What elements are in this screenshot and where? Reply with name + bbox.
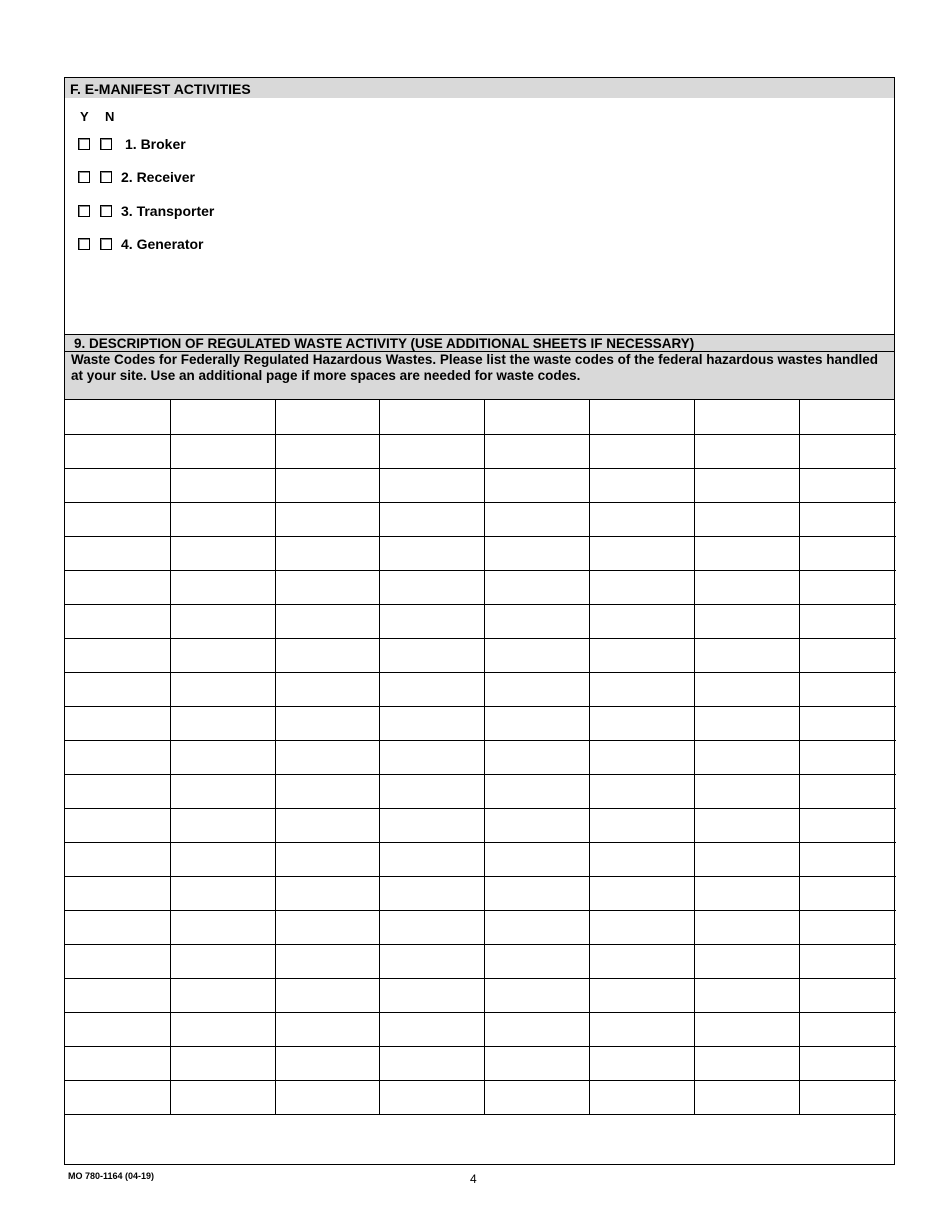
waste-code-cell[interactable] [275,978,379,1012]
yes-column-label: Y [80,109,89,124]
waste-code-cell[interactable] [484,536,589,570]
waste-code-cell[interactable] [484,570,589,604]
waste-code-row [65,468,896,502]
waste-code-cell[interactable] [799,434,896,468]
waste-code-cell[interactable] [170,536,275,570]
waste-codes-grid [65,400,896,1115]
waste-code-cell[interactable] [170,1046,275,1080]
waste-code-cell[interactable] [65,672,170,706]
transporter-row [78,203,214,219]
waste-code-cell[interactable] [275,672,379,706]
waste-code-row [65,604,896,638]
waste-code-cell[interactable] [589,1046,694,1080]
receiver-row [78,169,195,185]
waste-code-cell[interactable] [379,1012,484,1046]
waste-code-row [65,434,896,468]
waste-code-cell[interactable] [275,944,379,978]
waste-code-cell[interactable] [65,1046,170,1080]
waste-code-cell[interactable] [799,706,896,740]
waste-code-cell[interactable] [694,740,799,774]
waste-code-cell[interactable] [379,434,484,468]
waste-code-cell[interactable] [170,570,275,604]
waste-code-cell[interactable] [170,502,275,536]
waste-code-cell[interactable] [379,910,484,944]
waste-code-cell[interactable] [799,740,896,774]
generator-yes-checkbox[interactable] [78,238,90,250]
waste-code-cell[interactable] [484,400,589,434]
waste-code-row [65,1080,896,1114]
waste-code-cell[interactable] [799,774,896,808]
waste-code-cell[interactable] [379,672,484,706]
waste-code-cell[interactable] [65,1080,170,1114]
waste-code-cell[interactable] [694,910,799,944]
waste-code-cell[interactable] [799,638,896,672]
waste-code-cell[interactable] [484,944,589,978]
waste-code-cell[interactable] [379,876,484,910]
waste-code-cell[interactable] [170,1012,275,1046]
waste-code-cell[interactable] [589,910,694,944]
waste-code-cell[interactable] [170,808,275,842]
waste-code-row [65,706,896,740]
form-number: MO 780-1164 (04-19) [68,1171,155,1181]
waste-code-cell[interactable] [484,1012,589,1046]
waste-code-cell[interactable] [589,808,694,842]
section-f-header: F. E-MANIFEST ACTIVITIES [65,78,894,98]
section-9-header-block [65,334,894,400]
waste-code-cell[interactable] [799,570,896,604]
waste-code-row [65,808,896,842]
waste-code-cell[interactable] [484,978,589,1012]
waste-code-cell[interactable] [170,944,275,978]
waste-code-cell[interactable] [170,876,275,910]
waste-code-cell[interactable] [694,536,799,570]
waste-code-cell[interactable] [694,400,799,434]
waste-code-cell[interactable] [694,1046,799,1080]
waste-code-cell[interactable] [484,672,589,706]
waste-code-cell[interactable] [275,706,379,740]
waste-code-cell[interactable] [799,502,896,536]
waste-code-cell[interactable] [589,978,694,1012]
waste-code-cell[interactable] [379,808,484,842]
broker-row [78,136,186,152]
waste-code-cell[interactable] [589,570,694,604]
waste-code-row [65,774,896,808]
waste-code-cell[interactable] [275,502,379,536]
waste-code-cell[interactable] [694,1012,799,1046]
waste-code-cell[interactable] [799,876,896,910]
waste-code-cell[interactable] [589,672,694,706]
waste-code-cell[interactable] [379,638,484,672]
broker-label: 1. Broker [125,136,186,152]
waste-code-cell[interactable] [589,468,694,502]
waste-code-cell[interactable] [484,502,589,536]
waste-code-cell[interactable] [589,638,694,672]
waste-code-cell[interactable] [799,536,896,570]
waste-code-cell[interactable] [589,842,694,876]
waste-code-cell[interactable] [65,1012,170,1046]
waste-code-cell[interactable] [275,400,379,434]
waste-code-cell[interactable] [275,536,379,570]
waste-code-cell[interactable] [379,468,484,502]
waste-code-cell[interactable] [170,774,275,808]
generator-row [78,236,203,252]
waste-code-cell[interactable] [275,468,379,502]
waste-code-cell[interactable] [275,570,379,604]
waste-code-row [65,944,896,978]
waste-code-cell[interactable] [275,1080,379,1114]
form-page [64,77,895,1165]
waste-code-cell[interactable] [170,468,275,502]
waste-code-cell[interactable] [694,638,799,672]
waste-code-cell[interactable] [694,808,799,842]
waste-code-cell[interactable] [275,876,379,910]
waste-code-cell[interactable] [484,774,589,808]
waste-code-cell[interactable] [65,774,170,808]
generator-no-checkbox[interactable] [100,238,112,250]
waste-code-cell[interactable] [589,434,694,468]
waste-code-row [65,400,896,434]
waste-code-cell[interactable] [484,468,589,502]
waste-code-cell[interactable] [484,842,589,876]
waste-code-cell[interactable] [484,808,589,842]
waste-code-cell[interactable] [589,536,694,570]
waste-code-row [65,740,896,774]
waste-code-cell[interactable] [799,1012,896,1046]
page-number: 4 [470,1172,477,1186]
waste-code-cell[interactable] [694,502,799,536]
waste-code-cell[interactable] [65,536,170,570]
waste-code-row [65,1012,896,1046]
waste-code-cell[interactable] [65,910,170,944]
waste-code-cell[interactable] [65,570,170,604]
waste-code-cell[interactable] [799,1046,896,1080]
waste-code-cell[interactable] [275,434,379,468]
receiver-label: 2. Receiver [121,169,195,185]
waste-code-cell[interactable] [694,842,799,876]
waste-code-cell[interactable] [694,570,799,604]
waste-code-cell[interactable] [170,434,275,468]
broker-no-checkbox[interactable] [100,138,112,150]
waste-code-cell[interactable] [170,978,275,1012]
waste-code-cell[interactable] [170,604,275,638]
waste-code-cell[interactable] [484,638,589,672]
broker-yes-checkbox[interactable] [78,138,90,150]
waste-code-cell[interactable] [275,604,379,638]
waste-code-cell[interactable] [379,1080,484,1114]
waste-code-cell[interactable] [484,706,589,740]
waste-code-cell[interactable] [379,842,484,876]
waste-code-cell[interactable] [379,740,484,774]
waste-code-cell[interactable] [275,774,379,808]
waste-code-cell[interactable] [170,1080,275,1114]
waste-code-cell[interactable] [799,604,896,638]
waste-code-cell[interactable] [484,876,589,910]
waste-code-cell[interactable] [379,502,484,536]
waste-code-row [65,1046,896,1080]
waste-code-cell[interactable] [65,502,170,536]
waste-code-cell[interactable] [589,774,694,808]
waste-code-cell[interactable] [799,468,896,502]
waste-code-cell[interactable] [170,400,275,434]
section-9-title: 9. DESCRIPTION OF REGULATED WASTE ACTIVITY (USE ADDITIONAL SHEETS IF NECESSARY) [74,336,695,351]
waste-code-cell[interactable] [694,944,799,978]
waste-code-cell[interactable] [694,1080,799,1114]
waste-code-cell[interactable] [275,1046,379,1080]
waste-code-row [65,842,896,876]
waste-code-cell[interactable] [484,1080,589,1114]
waste-code-cell[interactable] [170,910,275,944]
waste-code-row [65,502,896,536]
waste-code-cell[interactable] [589,706,694,740]
waste-code-cell[interactable] [799,842,896,876]
waste-code-cell[interactable] [65,978,170,1012]
section-9-instructions: Waste Codes for Federally Regulated Hazardous Wastes. Please list the waste codes of the federal hazardous wastes handled at your site. Use an additional page if more spaces are needed for waste codes. [65,351,894,384]
waste-code-cell[interactable] [799,808,896,842]
waste-code-cell[interactable] [694,672,799,706]
waste-code-cell[interactable] [65,468,170,502]
waste-code-cell[interactable] [170,842,275,876]
waste-code-cell[interactable] [694,876,799,910]
waste-code-cell[interactable] [694,434,799,468]
waste-code-row [65,638,896,672]
waste-code-cell[interactable] [379,1046,484,1080]
waste-code-cell[interactable] [379,978,484,1012]
waste-code-cell[interactable] [799,1080,896,1114]
waste-code-cell[interactable] [65,740,170,774]
transporter-yes-checkbox[interactable] [78,205,90,217]
waste-code-cell[interactable] [379,604,484,638]
receiver-no-checkbox[interactable] [100,171,112,183]
waste-code-cell[interactable] [275,740,379,774]
waste-code-cell[interactable] [275,910,379,944]
waste-code-cell[interactable] [694,706,799,740]
waste-code-cell[interactable] [275,808,379,842]
waste-code-cell[interactable] [589,400,694,434]
waste-code-cell[interactable] [65,400,170,434]
waste-code-row [65,570,896,604]
waste-code-cell[interactable] [799,944,896,978]
waste-code-cell[interactable] [65,434,170,468]
waste-code-cell[interactable] [589,944,694,978]
waste-code-cell[interactable] [589,740,694,774]
waste-code-row [65,536,896,570]
waste-code-cell[interactable] [65,944,170,978]
waste-code-cell[interactable] [170,638,275,672]
waste-code-cell[interactable] [484,604,589,638]
waste-code-cell[interactable] [65,638,170,672]
transporter-label: 3. Transporter [121,203,215,219]
waste-code-cell[interactable] [484,740,589,774]
waste-code-row [65,978,896,1012]
waste-code-cell[interactable] [694,468,799,502]
waste-code-cell[interactable] [379,774,484,808]
waste-code-cell[interactable] [65,842,170,876]
waste-code-cell[interactable] [379,536,484,570]
waste-code-cell[interactable] [170,740,275,774]
waste-code-row [65,876,896,910]
waste-code-cell[interactable] [65,604,170,638]
waste-code-cell[interactable] [589,876,694,910]
waste-code-cell[interactable] [589,604,694,638]
waste-code-cell[interactable] [799,400,896,434]
receiver-yes-checkbox[interactable] [78,171,90,183]
waste-code-cell[interactable] [589,1012,694,1046]
waste-code-cell[interactable] [170,672,275,706]
waste-code-cell[interactable] [799,672,896,706]
waste-code-cell[interactable] [694,604,799,638]
no-column-label: N [105,109,115,124]
waste-code-cell[interactable] [170,706,275,740]
waste-code-cell[interactable] [65,876,170,910]
transporter-no-checkbox[interactable] [100,205,112,217]
waste-code-cell[interactable] [275,842,379,876]
waste-code-cell[interactable] [484,434,589,468]
waste-code-cell[interactable] [694,978,799,1012]
waste-code-cell[interactable] [799,978,896,1012]
waste-code-cell[interactable] [694,774,799,808]
waste-code-cell[interactable] [589,502,694,536]
waste-code-cell[interactable] [275,1012,379,1046]
waste-code-cell[interactable] [379,570,484,604]
waste-code-cell[interactable] [65,808,170,842]
waste-code-cell[interactable] [589,1080,694,1114]
waste-code-cell[interactable] [379,944,484,978]
waste-code-row [65,672,896,706]
waste-code-row [65,910,896,944]
waste-code-cell[interactable] [275,638,379,672]
waste-code-cell[interactable] [379,706,484,740]
waste-code-cell[interactable] [484,910,589,944]
waste-code-cell[interactable] [65,706,170,740]
waste-code-cell[interactable] [484,1046,589,1080]
generator-label: 4. Generator [121,236,204,252]
waste-code-cell[interactable] [379,400,484,434]
waste-code-cell[interactable] [799,910,896,944]
